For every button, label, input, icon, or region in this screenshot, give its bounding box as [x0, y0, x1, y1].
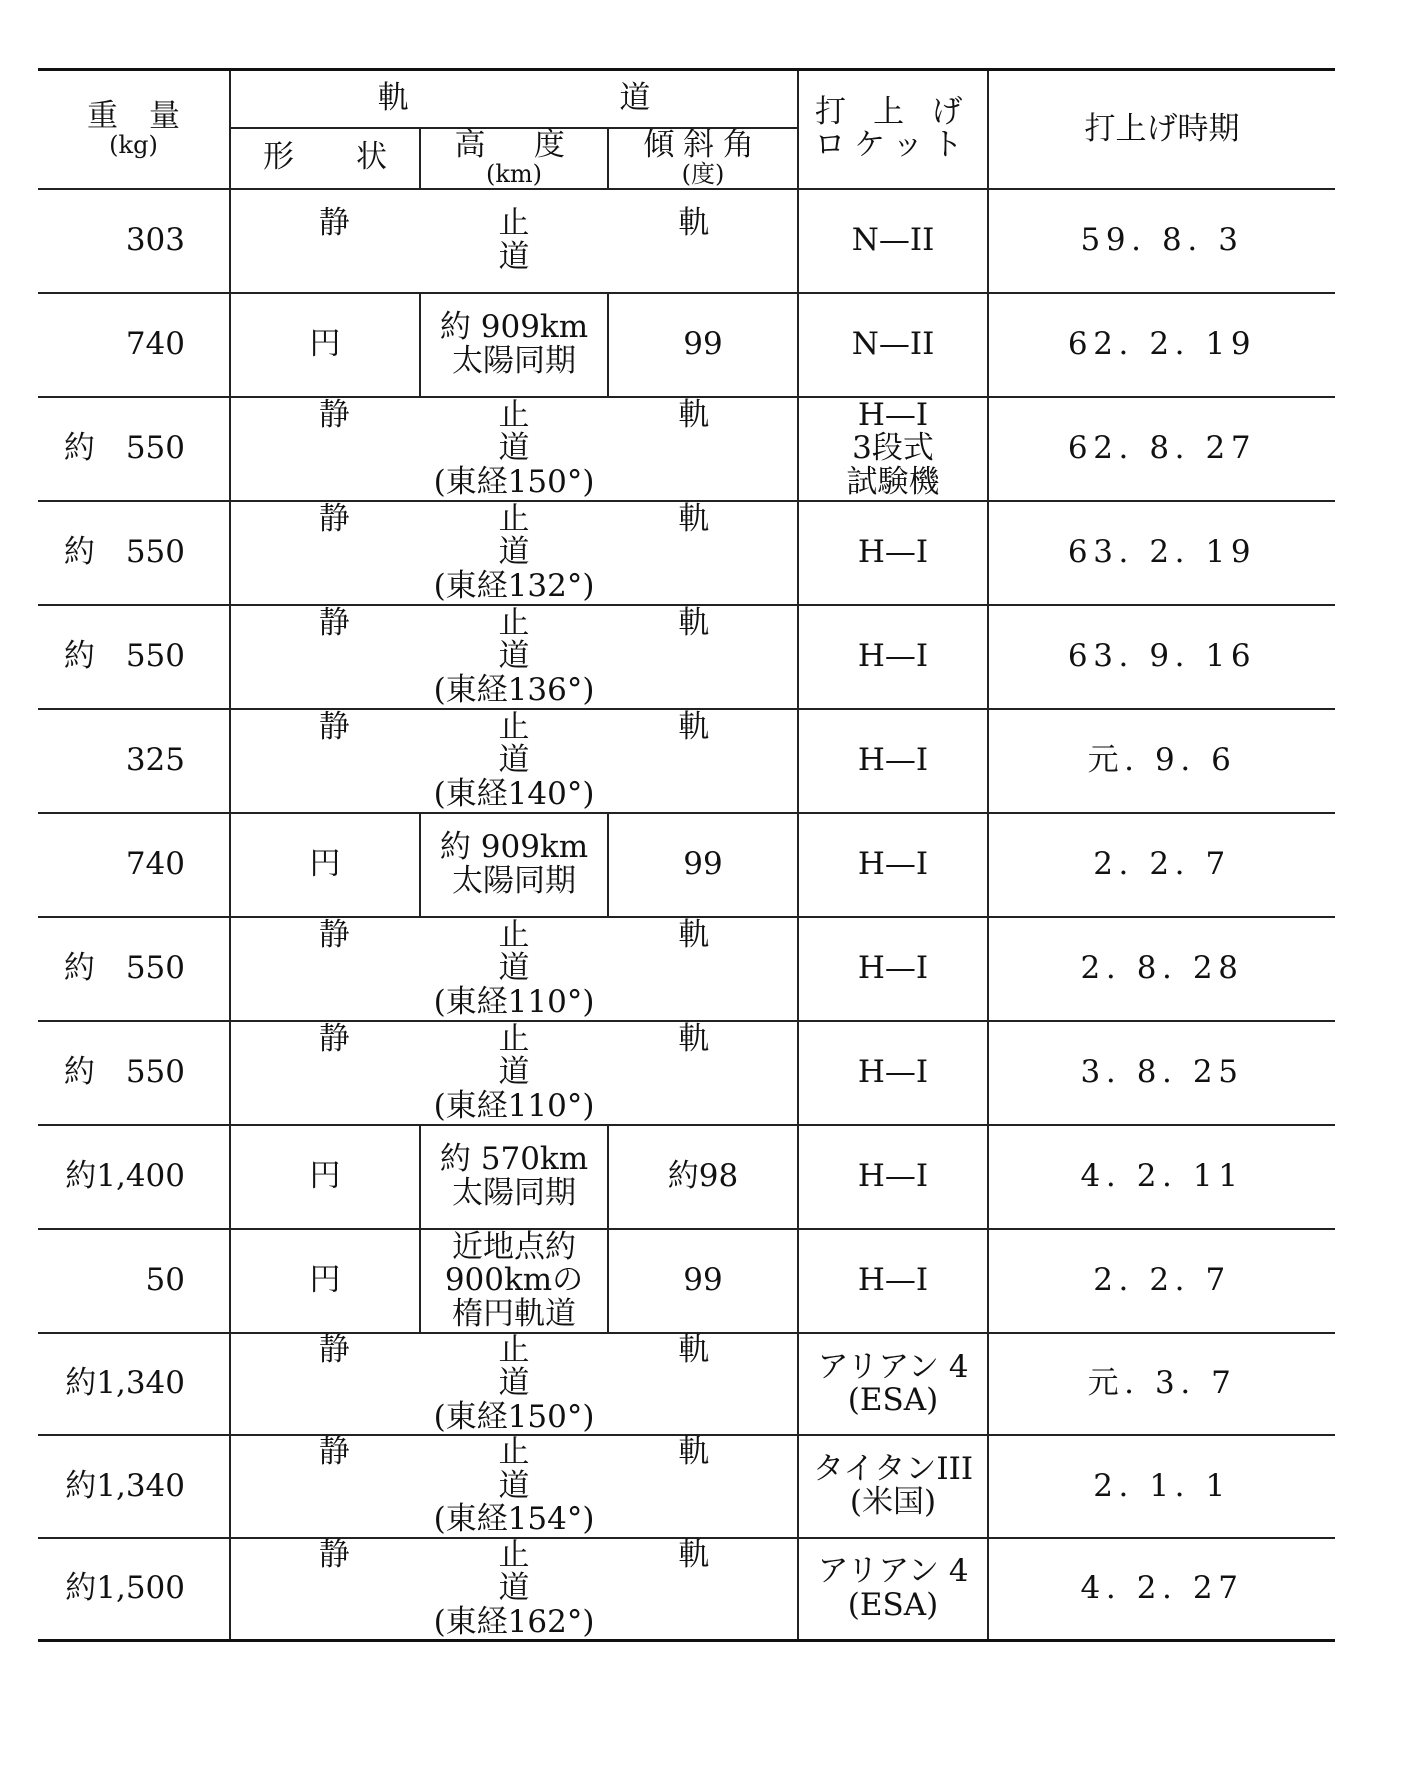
header-inclination: 傾斜角 (度): [608, 128, 798, 189]
orbit-cell: 静 止 軌 道 (東経150°): [230, 397, 798, 501]
date-cell: 2. 2. 7: [988, 813, 1335, 917]
date-cell: 63. 2. 19: [988, 501, 1335, 605]
table-row: [38, 397, 1335, 501]
weight-cell: 約 550: [38, 501, 230, 605]
header-shape: 形 状: [230, 128, 420, 189]
rocket-cell: アリアン 4 (ESA): [798, 1538, 988, 1641]
inclination-cell: 99: [608, 293, 798, 397]
table-row: [38, 1538, 1335, 1641]
orbit-cell: 静 止 軌 道 (東経110°): [230, 1021, 798, 1125]
altitude-cell: 約 909km 太陽同期: [420, 293, 608, 397]
date-cell: 4. 2. 27: [988, 1538, 1335, 1641]
weight-cell: 約1,340: [38, 1333, 230, 1435]
header-weight: 重 量 (kg): [38, 70, 230, 189]
date-cell: 2. 2. 7: [988, 1229, 1335, 1333]
header-rocket: 打 上 げ ロケット: [798, 70, 988, 189]
date-cell: 2. 8. 28: [988, 917, 1335, 1021]
weight-cell: 約1,340: [38, 1435, 230, 1537]
rocket-cell: H—I: [798, 917, 988, 1021]
weight-cell: 740: [38, 813, 230, 917]
orbit-cell: 静 止 軌 道 (東経150°): [230, 1333, 798, 1435]
table-row: [38, 605, 1335, 709]
weight-cell: 約 550: [38, 917, 230, 1021]
table-row: [38, 293, 1335, 397]
rocket-cell: タイタンIII (米国): [798, 1435, 988, 1537]
rocket-cell: H—I: [798, 709, 988, 813]
rocket-cell: N—II: [798, 293, 988, 397]
altitude-cell: 近地点約 900kmの 楕円軌道: [420, 1229, 608, 1333]
rocket-cell: N—II: [798, 189, 988, 293]
weight-cell: 740: [38, 293, 230, 397]
orbit-cell: 静 止 軌 道 (東経154°): [230, 1435, 798, 1537]
orbit-cell: 静 止 軌 道 (東経132°): [230, 501, 798, 605]
weight-cell: 約 550: [38, 397, 230, 501]
date-cell: 2. 1. 1: [988, 1435, 1335, 1537]
header-altitude: 高 度 (km): [420, 128, 608, 189]
table-row: [38, 1229, 1335, 1333]
date-cell: 元. 9. 6: [988, 709, 1335, 813]
header-orbit: 軌 道: [230, 70, 798, 128]
date-cell: 3. 8. 25: [988, 1021, 1335, 1125]
date-cell: 62. 8. 27: [988, 397, 1335, 501]
table-row: [38, 501, 1335, 605]
date-cell: 59. 8. 3: [988, 189, 1335, 293]
inclination-cell: 約98: [608, 1125, 798, 1229]
orbit-cell: 静 止 軌 道 (東経162°): [230, 1538, 798, 1641]
table-row: [38, 1021, 1335, 1125]
orbit-cell: 静 止 軌 道 (東経140°): [230, 709, 798, 813]
rocket-cell: H—I: [798, 1021, 988, 1125]
orbit-cell: 静 止 軌 道 (東経136°): [230, 605, 798, 709]
orbit-cell: 静 止 軌 道: [230, 189, 798, 293]
rocket-cell: H—I: [798, 605, 988, 709]
shape-cell: 円: [230, 293, 420, 397]
header-launch-date: 打上げ時期: [988, 70, 1335, 189]
rocket-cell: H—I: [798, 1229, 988, 1333]
altitude-cell: 約 570km 太陽同期: [420, 1125, 608, 1229]
shape-cell: 円: [230, 813, 420, 917]
weight-cell: 303: [38, 189, 230, 293]
weight-cell: 約 550: [38, 605, 230, 709]
header-row-1: [38, 70, 1335, 128]
date-cell: 63. 9. 16: [988, 605, 1335, 709]
table-row: [38, 813, 1335, 917]
date-cell: 4. 2. 11: [988, 1125, 1335, 1229]
shape-cell: 円: [230, 1229, 420, 1333]
altitude-cell: 約 909km 太陽同期: [420, 813, 608, 917]
weight-cell: 約1,500: [38, 1538, 230, 1641]
rocket-cell: H—I: [798, 1125, 988, 1229]
satellite-launch-table: [38, 68, 1335, 1642]
rocket-cell: H—I 3段式 試験機: [798, 397, 988, 501]
table-row: [38, 1333, 1335, 1435]
date-cell: 元. 3. 7: [988, 1333, 1335, 1435]
weight-cell: 約1,400: [38, 1125, 230, 1229]
table-row: [38, 917, 1335, 1021]
rocket-cell: H—I: [798, 813, 988, 917]
weight-cell: 325: [38, 709, 230, 813]
table-row: [38, 709, 1335, 813]
table-row: [38, 1435, 1335, 1537]
rocket-cell: H—I: [798, 501, 988, 605]
inclination-cell: 99: [608, 1229, 798, 1333]
weight-cell: 50: [38, 1229, 230, 1333]
date-cell: 62. 2. 19: [988, 293, 1335, 397]
shape-cell: 円: [230, 1125, 420, 1229]
inclination-cell: 99: [608, 813, 798, 917]
weight-cell: 約 550: [38, 1021, 230, 1125]
table-row: [38, 189, 1335, 293]
rocket-cell: アリアン 4 (ESA): [798, 1333, 988, 1435]
orbit-cell: 静 止 軌 道 (東経110°): [230, 917, 798, 1021]
table-row: [38, 1125, 1335, 1229]
